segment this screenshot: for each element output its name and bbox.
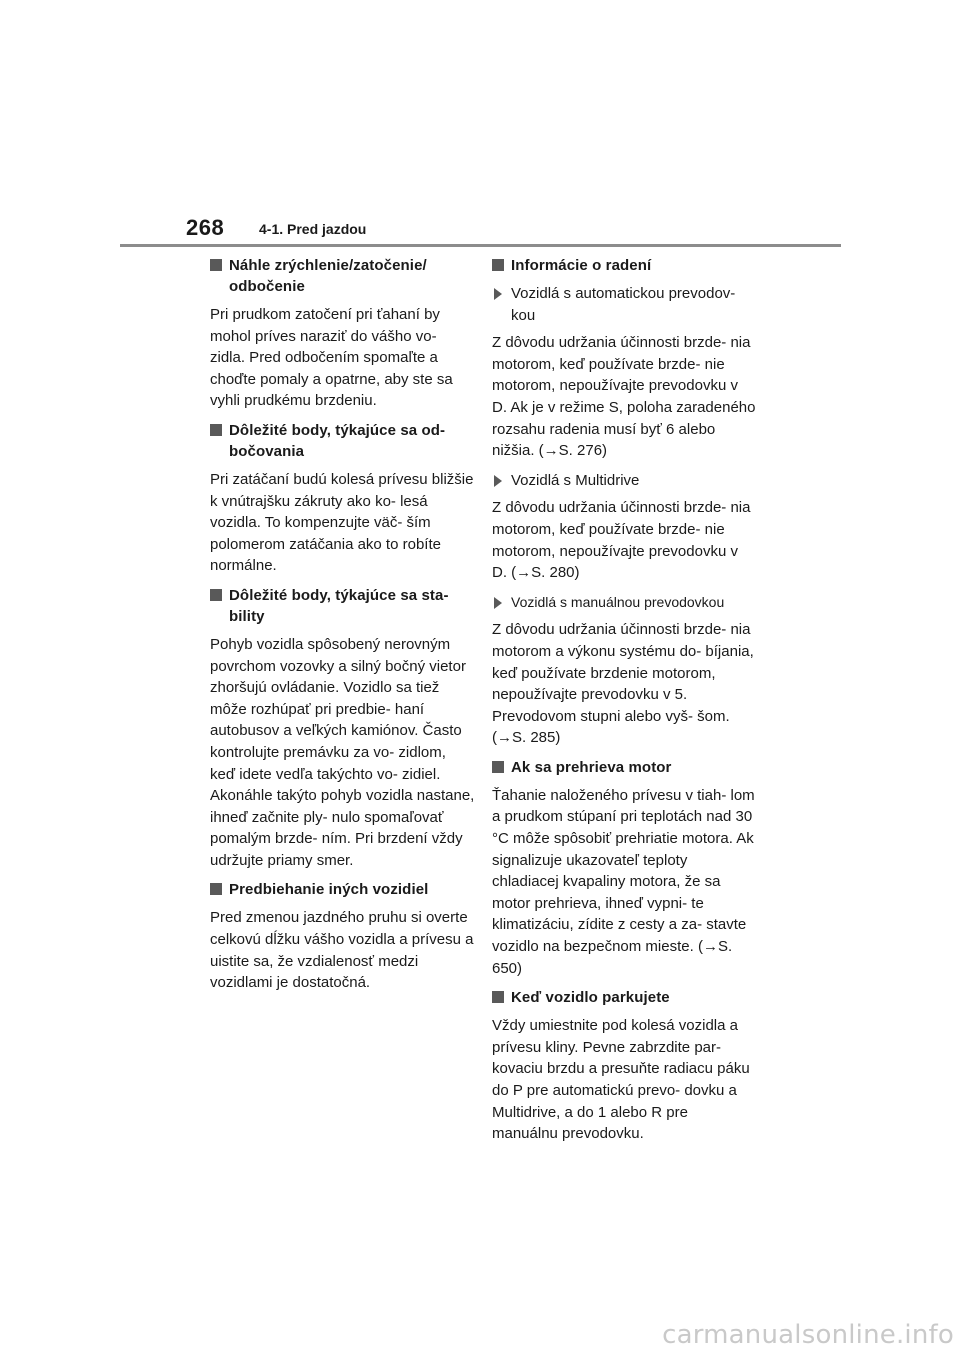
heading-overheating [492, 757, 757, 778]
square-bullet-icon [210, 259, 222, 271]
page-number: 268 [186, 215, 225, 240]
paragraph-sudden-turning: Pri prudkom zatočení pri ťahaní by mohol príves naraziť do vášho vo- zidla. Pred odbočením spomaľte a choďte pomaly a opatrne, aby ste sa vyhli prudkému brzdeniu. [210, 306, 453, 410]
right-column [492, 255, 757, 1153]
header-rule [120, 244, 841, 247]
triangle-bullet-icon [494, 597, 502, 609]
heading-turning-points [210, 420, 475, 462]
subheading-text: Vozidlá s automatickou prevodov- kou [511, 285, 736, 324]
section-title: 4-1. Pred jazdou [259, 221, 367, 237]
heading-text: Dôležité body, týkajúce sa sta- bility [229, 586, 449, 625]
square-bullet-icon [492, 991, 504, 1003]
heading-sudden-turning [210, 255, 475, 297]
heading-stability [210, 585, 475, 627]
square-bullet-icon [210, 424, 222, 436]
paragraph-stability: Pohyb vozidla spôsobený nerovným povrchom vozovky a silný bočný vietor zhoršujú ovládanie. Vozidlo sa tiež môže rozhúpať pri predbie- haní autobusov a veľkých kamiónov. Často kontrolujte premávku za vo- zidlom, keď idete vedľa takýchto vo- zidiel. Akonáhle takýto pohyb vozidla nastane, ihneď začnite ply- nulo spomaľovať pomalým brzde- ním. Pri brzdení vždy udržujte priamy smer. [210, 635, 475, 869]
heading-text: Informácie o radení [511, 257, 652, 274]
square-bullet-icon [210, 883, 222, 895]
paragraph-turning-points: Pri zatáčaní budú kolesá prívesu bližšie k vnútrajšku zákruty ako ko- lesá vozidla. To kompenzujte väč- ším polomerom zatáčania ako to robíte normálne. [210, 470, 474, 575]
heading-text: Keď vozidlo parkujete [511, 989, 670, 1007]
heading-text: Dôležité body, týkajúce sa od- bočovania [229, 421, 446, 460]
paragraph-multidrive: Z dôvodu udržania účinnosti brzde- nia motorom, keď používate brzde- nie motorom, nepoužívajte prevodovku v D. (→S. 280) [492, 499, 751, 582]
paragraph-manual: Z dôvodu udržania účinnosti brzde- nia motorom a výkonu systému do- bíjania, keď používate brzdenie motorom, nepoužívajte prevodovku v 5. Prevodovom stupni alebo vyš- šom. (→S. 285) [492, 621, 754, 747]
subheading-multidrive [492, 470, 757, 492]
triangle-bullet-icon [494, 475, 502, 487]
subheading-text: Vozidlá s manuálnou prevodovkou [511, 593, 725, 610]
square-bullet-icon [492, 259, 504, 271]
heading-overtaking [210, 879, 475, 900]
paragraph-automatic: Z dôvodu udržania účinnosti brzde- nia motorom, keď používate brzde- nie motorom, nepoužívajte prevodovku v D. Ak je v režime S, poloha zaradeného rozsahu radenia musí byť 6 alebo nižšia. (→S. 276) [492, 334, 756, 460]
heading-text: Predbiehanie iných vozidiel [229, 881, 429, 899]
paragraph-overtaking: Pred zmenou jazdného pruhu si overte celkovú dĺžku vášho vozidla a prívesu a uistite sa, že vzdialenosť medzi vozidlami je dostatočná. [210, 909, 474, 992]
left-column [210, 255, 475, 1002]
heading-text: Ak sa prehrieva motor [511, 758, 672, 776]
heading-text: Náhle zrýchlenie/zatočenie/ odbočenie [229, 257, 427, 295]
watermark: carmanualsonline.info [662, 1320, 954, 1350]
heading-parking [492, 987, 757, 1008]
square-bullet-icon [492, 761, 504, 773]
paragraph-parking: Vždy umiestnite pod kolesá vozidla a prívesu kliny. Pevne zabrzdite par- kovaciu brzdu a presuňte radiacu páku do P pre automatickú prevo- dovku a Multidrive, a do 1 alebo R pre manuálnu prevodovku. [492, 1017, 750, 1143]
subheading-automatic [492, 283, 757, 326]
triangle-bullet-icon [494, 288, 502, 300]
heading-shifting-info [492, 255, 757, 276]
subheading-manual [492, 592, 757, 614]
subheading-text: Vozidlá s Multidrive [511, 471, 640, 489]
paragraph-overheating: Ťahanie naloženého prívesu v tiah- lom a prudkom stúpaní pri teplotách nad 30 °C môže spôsobiť prehriatie motora. Ak signalizuje ukazovateľ teploty chladiacej kvapaliny motora, že sa motor prehrieva, ihneď vypni- te klimatizáciu, zídite z cesty a za- stavte vozidlo na bezpečnom mieste. (→S. 650) [492, 786, 755, 977]
square-bullet-icon [210, 589, 222, 601]
